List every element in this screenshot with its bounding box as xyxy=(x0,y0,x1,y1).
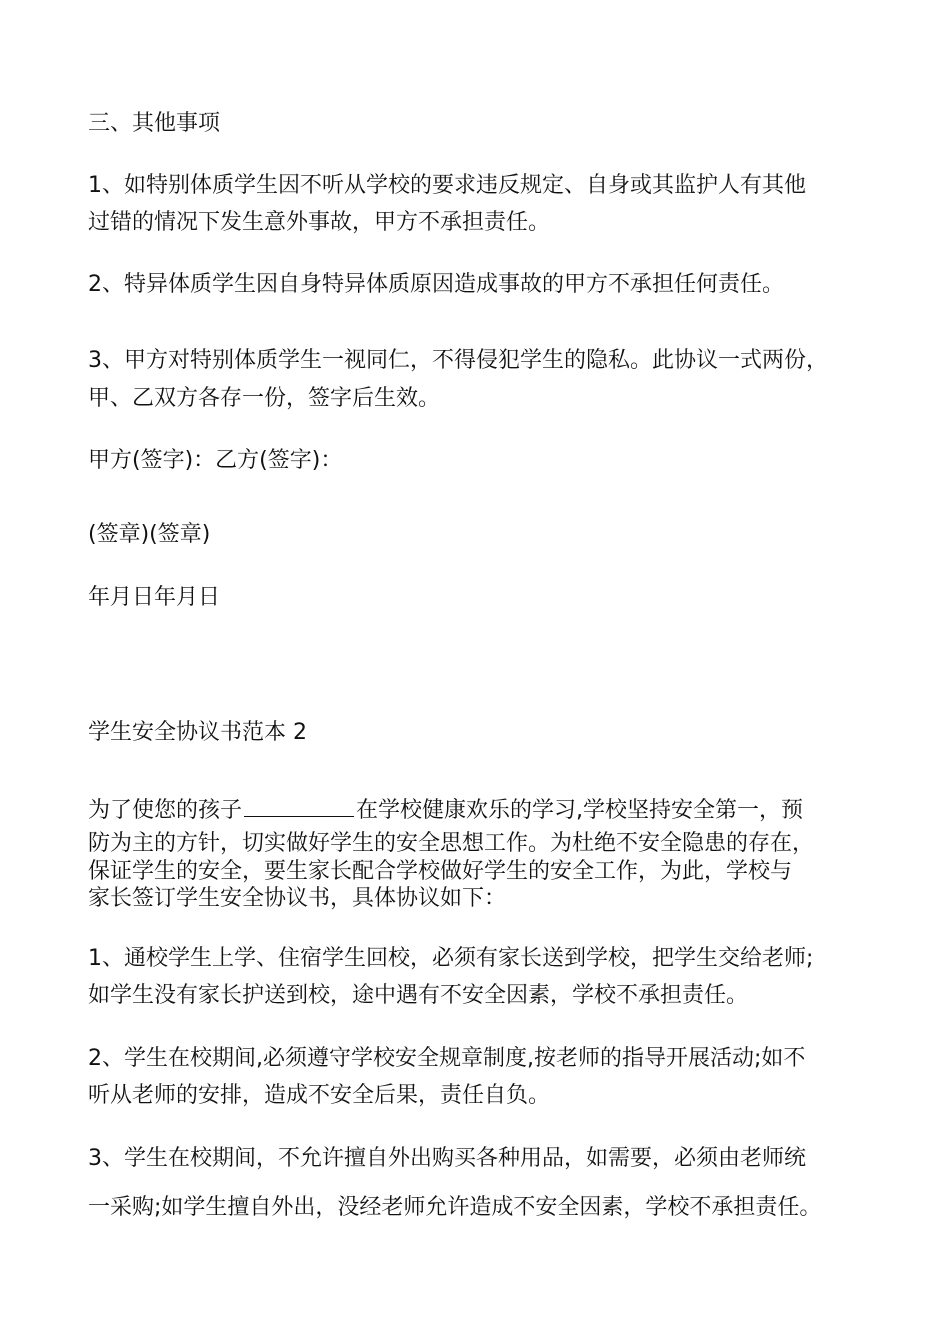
signature-dates: 年月日年月日 xyxy=(88,585,221,610)
agreement-item1-line2: 如学生没有家长护送到校，途中遇有不安全因素，学校不承担责任。 xyxy=(88,983,749,1008)
agreement-item2-line2: 听从老师的安排，造成不安全后果，责任自负。 xyxy=(88,1083,551,1108)
intro-prefix: 为了使您的孩子 xyxy=(88,798,243,823)
signature-seals: (签章)(签章) xyxy=(88,522,211,547)
item3-line1: 3、甲方对特别体质学生一视同仁，不得侵犯学生的隐私。此协议一式两份， xyxy=(88,348,828,373)
agreement-item1-line1: 1、通校学生上学、住宿学生回校，必须有家长送到学校，把学生交给老师; xyxy=(88,946,814,971)
child-name-blank[interactable] xyxy=(244,796,354,817)
item1-line1: 1、如特别体质学生因不听从学校的要求违反规定、自身或其监护人有其他 xyxy=(88,173,806,198)
signature-parties: 甲方(签字)：乙方(签字)： xyxy=(88,448,343,473)
section-heading: 三、其他事项 xyxy=(88,111,221,136)
item1-line2: 过错的情况下发生意外事故，甲方不承担责任。 xyxy=(88,210,551,235)
agreement-title: 学生安全协议书范本 2 xyxy=(88,720,307,745)
item3-line2: 甲、乙双方各存一份，签字后生效。 xyxy=(88,386,441,411)
intro-line4: 家长签订学生安全协议书，具体协议如下： xyxy=(88,886,507,911)
item2-text: 2、特异体质学生因自身特异体质原因造成事故的甲方不承担任何责任。 xyxy=(88,272,784,297)
intro-line1 xyxy=(88,796,803,822)
intro-line3: 保证学生的安全，要生家长配合学校做好学生的安全工作，为此，学校与 xyxy=(88,859,793,884)
intro-suffix: 在学校健康欢乐的学习,学校坚持安全第一，预 xyxy=(356,798,804,823)
agreement-item3-line1: 3、学生在校期间，不允许擅自外出购买各种用品，如需要，必须由老师统 xyxy=(88,1146,806,1171)
intro-line2: 防为主的方针，切实做好学生的安全思想工作。为杜绝不安全隐患的存在， xyxy=(88,831,815,856)
agreement-item3-line2: 一采购;如学生擅自外出，没经老师允许造成不安全因素，学校不承担责任。 xyxy=(88,1195,822,1220)
agreement-item2-line1: 2、学生在校期间,必须遵守学校安全规章制度,按老师的指导开展活动;如不 xyxy=(88,1046,806,1071)
